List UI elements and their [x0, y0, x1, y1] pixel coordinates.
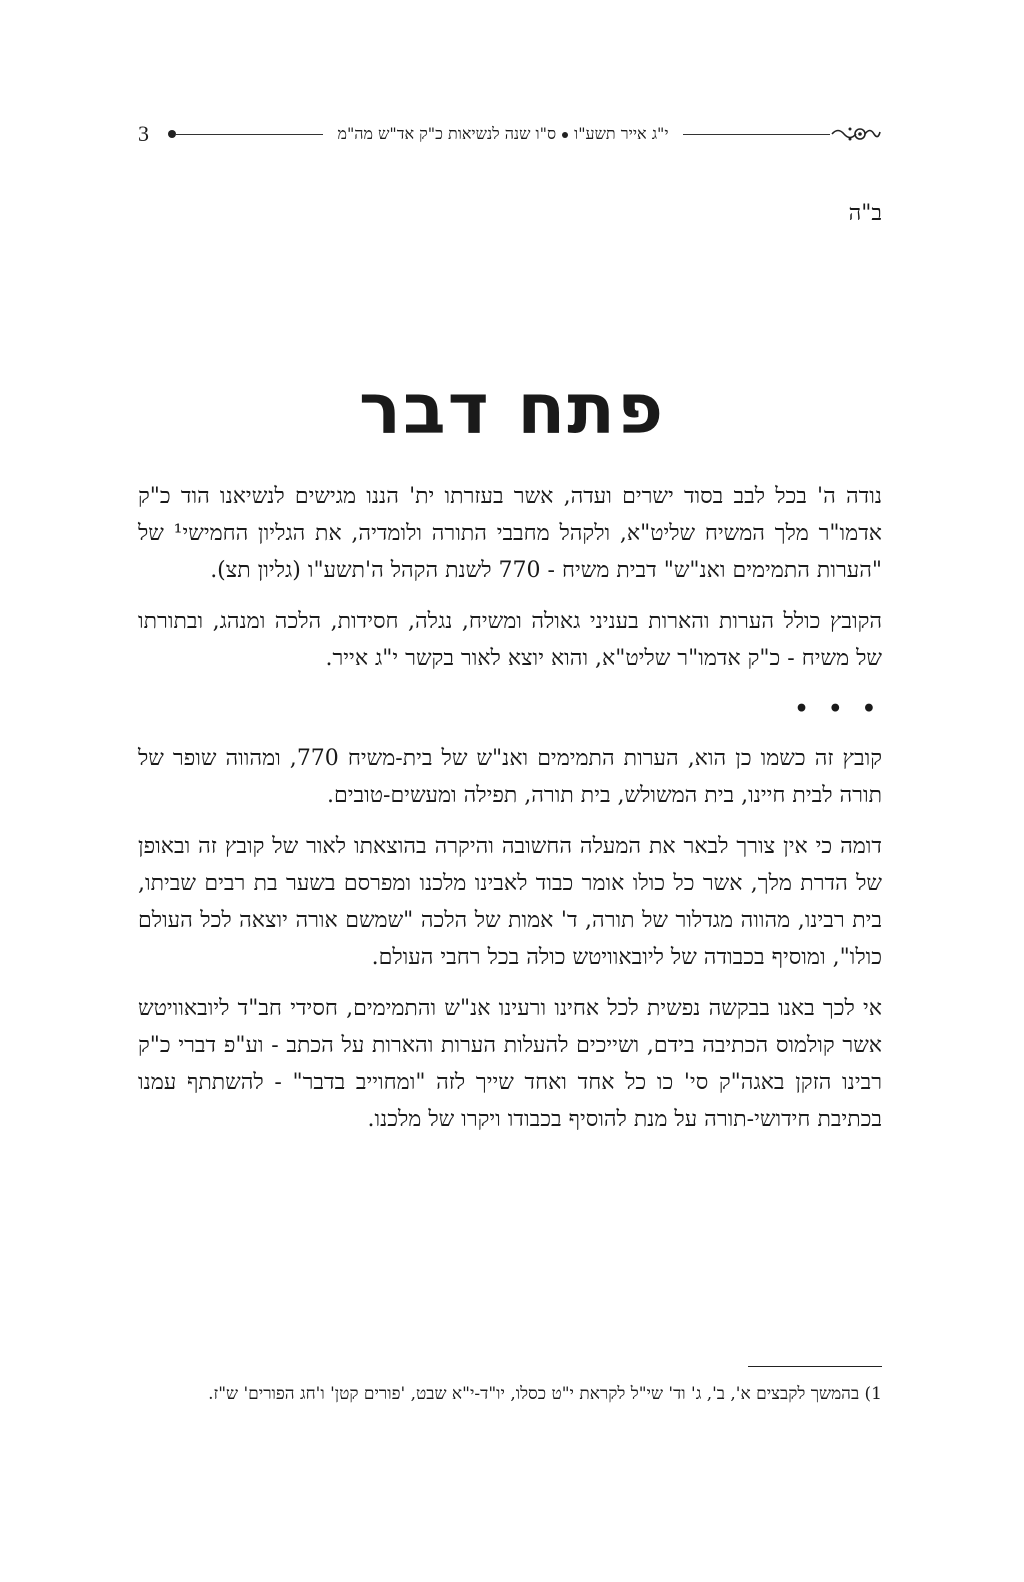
section-separator: • • • — [794, 696, 882, 722]
bh-mark: ב"ה — [848, 201, 882, 226]
running-head-title: ס"ו שנה לנשיאות כ"ק אד"ש מה"מ — [337, 124, 557, 143]
paragraph: אי לכך באנו בבקשה נפשית לכל אחינו ורעינו אנ"ש והתמימים, חסידי חב"ד ליובאוויטש אשר קולמוס הכתיבה בידם, ושייכים להעלות הערות והארות על הכתב - וע"פ דברי כ"ק רבינו הזקן באגה"ק סי' כו כל אחד ואחד שייך לזה "ומחוייב בדבר" - להשתתף עמנו בכתיבת חידושי-תורה על מנת להוסיף בכבודו ויקרו של מלכנו. — [138, 996, 882, 1132]
page-title: פתח דבר — [358, 368, 666, 450]
body-text — [138, 478, 882, 1152]
paragraph: נודה ה' בכל לבב בסוד ישרים ועדה, אשר בעזרתו ית' הננו מגישים לנשיאנו הוד כ"ק אדמו"ר מלך המשיח שליט"א, ולקהל מחבבי התורה ולומדיה, את הגליון החמישי¹ של "הערות התמימים ואנ"ש" דבית משיח - 770 לשנת הקהל ה'תשע"ו (גליון תצ). — [138, 484, 882, 583]
paragraph: קובץ זה כשמו כן הוא, הערות התמימים ואנ"ש של בית-משיח 770, ומהווה שופר של תורה לבית חיינו, בית המשולש, בית תורה, תפילה ומעשים-טובים. — [138, 746, 883, 808]
running-head-date: י"ג אייר תשע"ו — [574, 124, 669, 143]
running-header — [138, 118, 882, 150]
running-head-text — [323, 124, 682, 144]
footnote: 1) בהמשך לקבצים א', ב', ג' וד' שי"ל לקראת י"ט כסלו, יו"ד-י"א שבט, 'פורים קטן' ו'חג הפורים' ש"ז. — [208, 1384, 882, 1404]
paragraph: הקובץ כולל הערות והארות בעניני גאולה ומשיח, נגלה, חסידות, הלכה ומנהג, ובתורתו של משיח - כ"ק אדמו"ר שליט"א, והוא יוצא לאור בקשר י"ג אייר. — [138, 609, 882, 671]
ornament-icon — [830, 123, 882, 145]
header-rule-dot — [168, 130, 176, 138]
footnote-rule — [748, 1366, 882, 1367]
running-head-separator — [562, 132, 568, 138]
paragraph: דומה כי אין צורך לבאר את המעלה החשובה והיקרה בהוצאתו לאור של קובץ זה ובאופן של הדרת מלך, אשר כל כולו אומר כבוד לאבינו מלכנו ומפרסם בשער בת רבים שביתו, בית רבינו, מהווה מגדלור של תורה, ד' אמות של הלכה "שמשם אורה יוצאה לכל העולם כולו", ומוסיף בכבודה של ליובאוויטש כולה בכל רחבי העולם. — [138, 834, 882, 970]
page-number: 3 — [138, 121, 149, 146]
header-rule-left — [176, 134, 323, 135]
header-rule-right — [683, 134, 830, 135]
